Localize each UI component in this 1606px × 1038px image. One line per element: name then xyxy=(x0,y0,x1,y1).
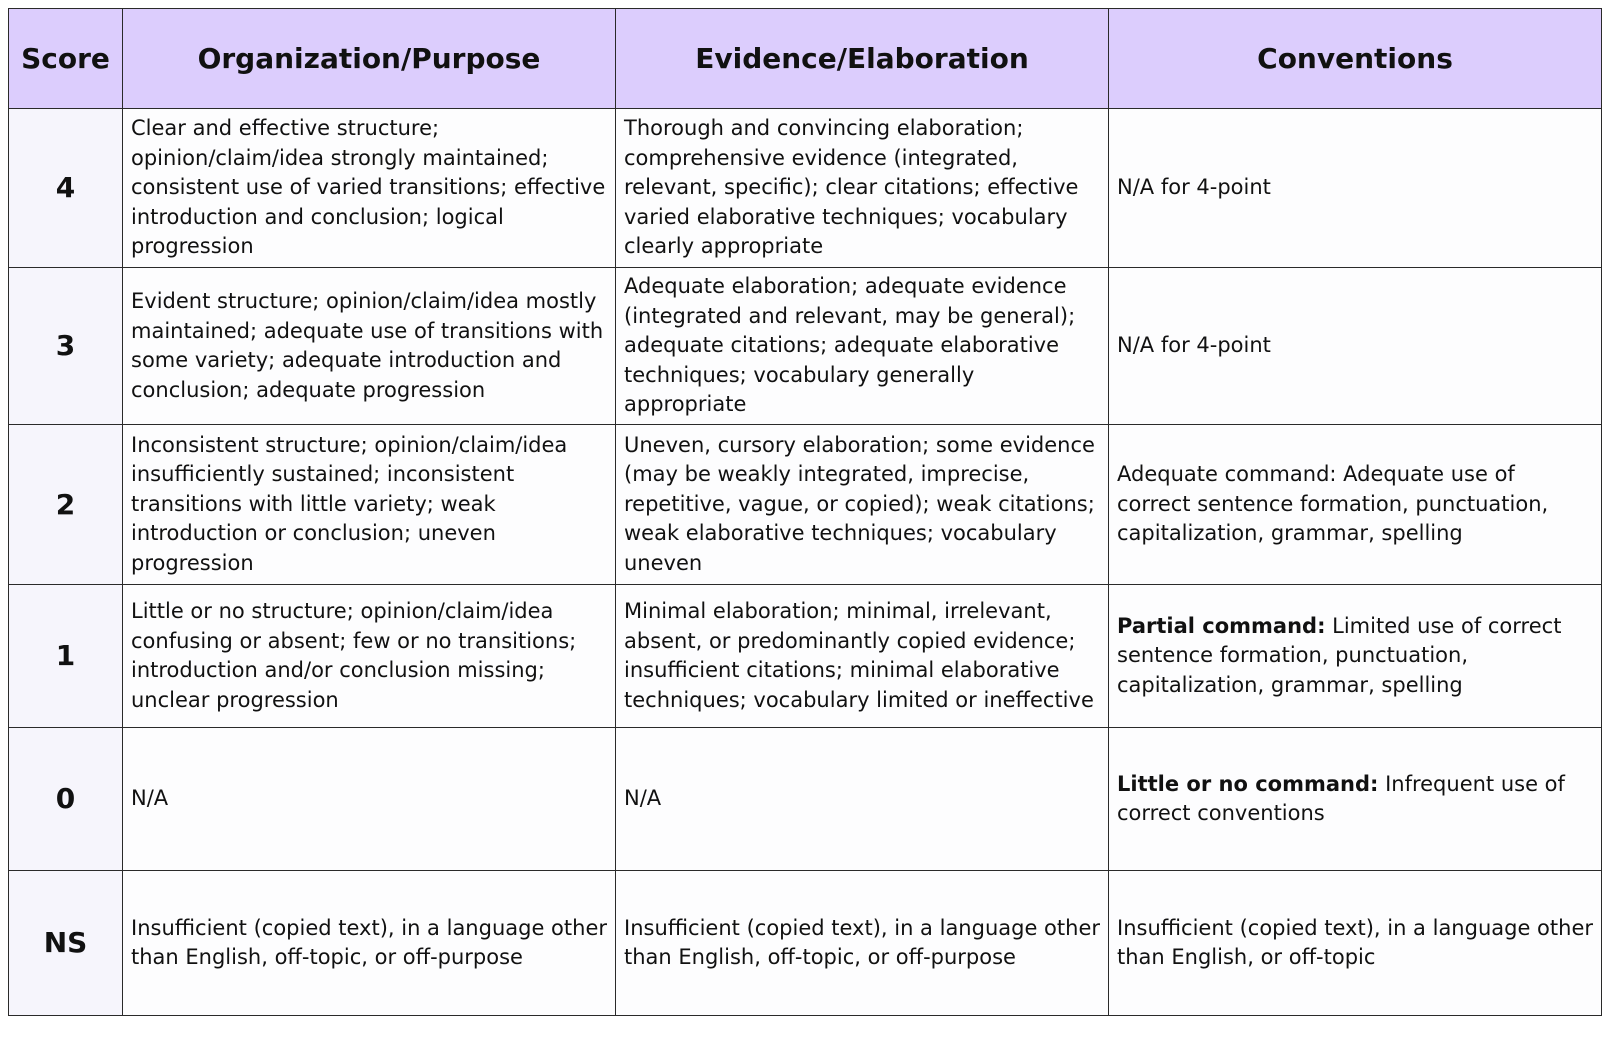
evidence-cell: Thorough and convincing elaboration; comprehensive evidence (integrated, relevant, specific); clear citations; effective varied elaborative techniques; vocabulary clearly appropriate xyxy=(616,109,1109,268)
conventions-text: N/A for 4-point xyxy=(1117,333,1271,358)
score-cell: 2 xyxy=(9,425,123,585)
score-cell: 1 xyxy=(9,585,123,728)
conventions-lead: Little or no command: xyxy=(1117,771,1379,796)
evidence-cell: Insufficient (copied text), in a language other than English, off-topic, or off-purpose xyxy=(616,871,1109,1016)
organization-cell: Evident structure; opinion/claim/idea mostly maintained; adequate use of transitions with some variety; adequate introduction and conclusion; adequate progression xyxy=(123,268,616,425)
table-row xyxy=(9,268,1602,425)
conventions-cell xyxy=(1109,268,1602,425)
score-cell: 3 xyxy=(9,268,123,425)
conventions-text: N/A for 4-point xyxy=(1117,175,1271,200)
conventions-cell xyxy=(1109,585,1602,728)
conventions-cell xyxy=(1109,728,1602,871)
conventions-cell xyxy=(1109,425,1602,585)
organization-cell: Clear and effective structure; opinion/claim/idea strongly maintained; consistent use of varied transitions; effective introduction and conclusion; logical progression xyxy=(123,109,616,268)
conventions-lead: Partial command: xyxy=(1117,613,1326,638)
organization-cell: Insufficient (copied text), in a language other than English, off-topic, or off-purpose xyxy=(123,871,616,1016)
organization-cell: Inconsistent structure; opinion/claim/idea insufficiently sustained; inconsistent transitions with little variety; weak introduction or conclusion; uneven progression xyxy=(123,425,616,585)
header-score: Score xyxy=(9,9,123,109)
organization-cell: N/A xyxy=(123,728,616,871)
conventions-cell xyxy=(1109,871,1602,1016)
rubric-body xyxy=(9,109,1602,1016)
conventions-text: Limited use of correct sentence formation, punctuation, capitalization, grammar, spelling xyxy=(1117,613,1562,697)
table-row xyxy=(9,109,1602,268)
header-conventions: Conventions xyxy=(1109,9,1602,109)
rubric-table xyxy=(8,8,1602,1016)
evidence-cell: Adequate elaboration; adequate evidence (integrated and relevant, may be general); adequate citations; adequate elaborative techniques; vocabulary generally appropriate xyxy=(616,268,1109,425)
conventions-text: Adequate command: Adequate use of correct sentence formation, punctuation, capitalization, grammar, spelling xyxy=(1117,462,1549,546)
table-row xyxy=(9,728,1602,871)
score-cell: 0 xyxy=(9,728,123,871)
table-row xyxy=(9,585,1602,728)
header-evidence-elaboration: Evidence/Elaboration xyxy=(616,9,1109,109)
table-row xyxy=(9,425,1602,585)
evidence-cell: Uneven, cursory elaboration; some evidence (may be weakly integrated, imprecise, repetitive, vague, or copied); weak citations; weak elaborative techniques; vocabulary uneven xyxy=(616,425,1109,585)
table-row xyxy=(9,871,1602,1016)
conventions-cell xyxy=(1109,109,1602,268)
organization-cell: Little or no structure; opinion/claim/idea confusing or absent; few or no transitions; introduction and/or conclusion missing; unclear progression xyxy=(123,585,616,728)
rubric-header xyxy=(9,9,1602,109)
score-cell: 4 xyxy=(9,109,123,268)
evidence-cell: N/A xyxy=(616,728,1109,871)
conventions-text: Infrequent use of correct conventions xyxy=(1117,771,1565,825)
score-cell: NS xyxy=(9,871,123,1016)
conventions-text: Insufficient (copied text), in a language other than English, or off-topic xyxy=(1117,915,1593,969)
evidence-cell: Minimal elaboration; minimal, irrelevant, absent, or predominantly copied evidence; insufficient citations; minimal elaborative techniques; vocabulary limited or ineffective xyxy=(616,585,1109,728)
header-organization-purpose: Organization/Purpose xyxy=(123,9,616,109)
header-row xyxy=(9,9,1602,109)
